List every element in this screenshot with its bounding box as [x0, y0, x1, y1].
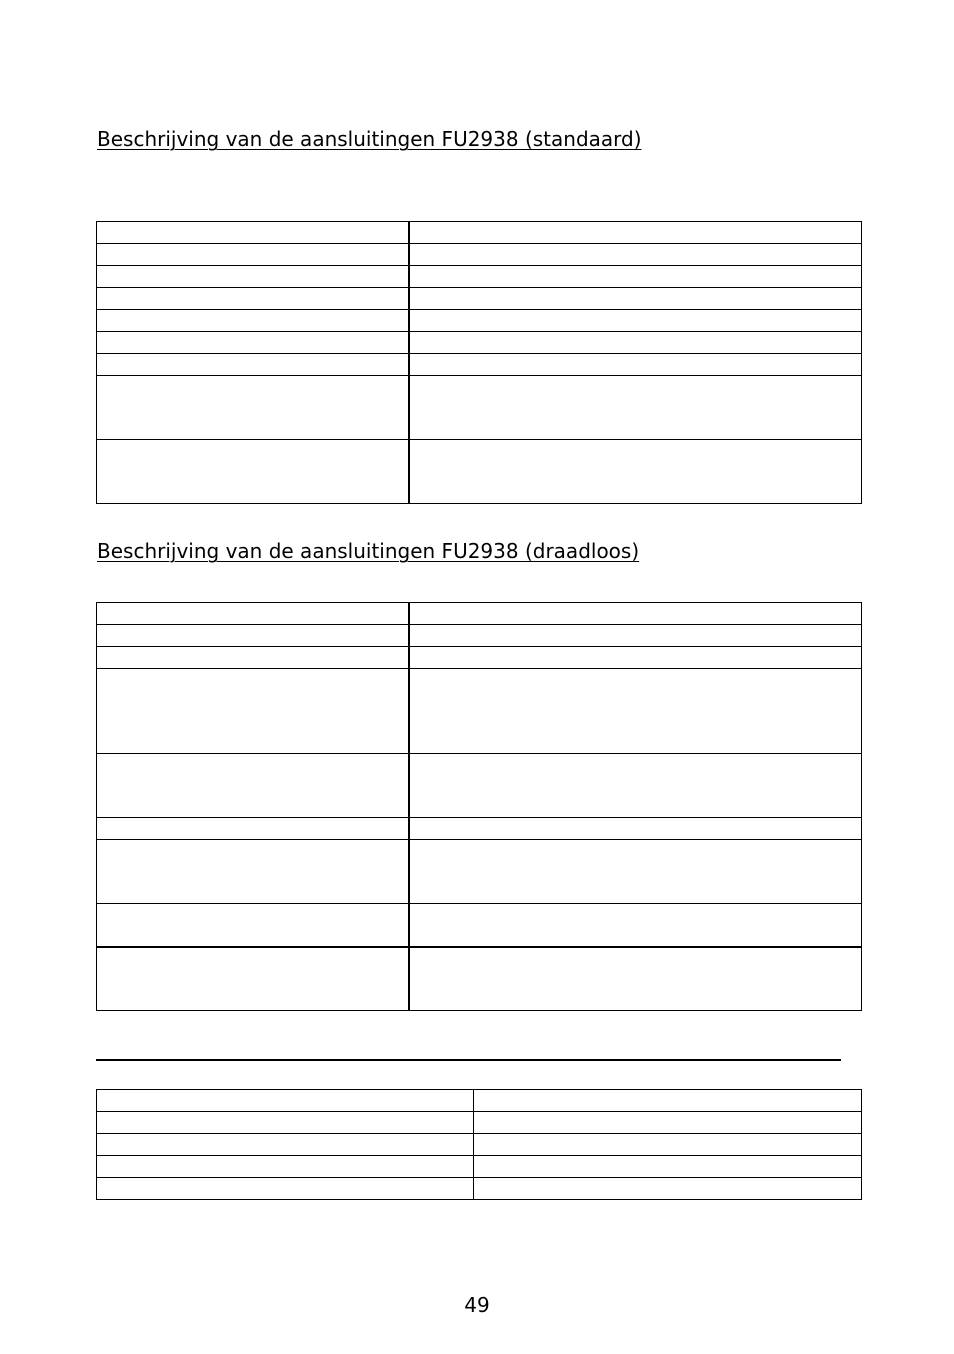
table-cell	[409, 440, 862, 504]
section-divider	[96, 1059, 841, 1061]
table-row	[97, 625, 862, 647]
table-cell	[97, 244, 409, 266]
table-cell	[97, 1090, 474, 1112]
table-cell	[474, 1178, 862, 1200]
table-cell	[409, 818, 862, 840]
table-row	[97, 1090, 862, 1112]
table-cell	[97, 754, 409, 818]
table-cell	[97, 332, 409, 354]
table-cell	[409, 288, 862, 310]
table-cell	[409, 647, 862, 669]
table-cell	[474, 1134, 862, 1156]
table-cell	[97, 376, 409, 440]
table-cell	[97, 840, 409, 904]
table-cell	[97, 669, 409, 754]
table-cell	[409, 266, 862, 288]
table-cell	[409, 354, 862, 376]
table-row	[97, 840, 862, 904]
table-cell	[409, 310, 862, 332]
table-cell	[97, 1156, 474, 1178]
table-row	[97, 376, 862, 440]
table-cell	[97, 818, 409, 840]
table-cell	[409, 244, 862, 266]
table-cell	[409, 625, 862, 647]
table-cell	[474, 1156, 862, 1178]
table-cell	[409, 603, 862, 625]
table-cell	[97, 266, 409, 288]
third-table	[96, 1089, 862, 1200]
table-cell	[474, 1090, 862, 1112]
table-row	[97, 310, 862, 332]
table-row	[97, 266, 862, 288]
table-cell	[97, 354, 409, 376]
page-number: 49	[464, 1293, 490, 1317]
table-cell	[409, 840, 862, 904]
table-row	[97, 754, 862, 818]
table-cell	[97, 603, 409, 625]
table-cell	[409, 947, 862, 1011]
table-cell	[409, 754, 862, 818]
table-row	[97, 603, 862, 625]
table-row	[97, 244, 862, 266]
heading-standard-connections: Beschrijving van de aansluitingen FU2938 (standaard)	[97, 127, 642, 151]
heading-wireless-connections: Beschrijving van de aansluitingen FU2938 (draadloos)	[97, 539, 640, 563]
table-row	[97, 440, 862, 504]
table-cell	[97, 310, 409, 332]
table-cell	[97, 625, 409, 647]
table-row	[97, 332, 862, 354]
table-cell	[409, 332, 862, 354]
table-cell	[474, 1112, 862, 1134]
table-row	[97, 222, 862, 244]
table-cell	[97, 440, 409, 504]
table-cell	[97, 222, 409, 244]
table-cell	[97, 904, 409, 947]
table-row	[97, 947, 862, 1011]
table-cell	[97, 947, 409, 1011]
table-row	[97, 1112, 862, 1134]
table-cell	[409, 222, 862, 244]
wireless-connections-table	[96, 602, 862, 1011]
standard-connections-table	[96, 221, 862, 504]
table-cell	[97, 288, 409, 310]
table-cell	[97, 1178, 474, 1200]
table-cell	[97, 1134, 474, 1156]
table-row	[97, 818, 862, 840]
table-row	[97, 354, 862, 376]
table-cell	[97, 1112, 474, 1134]
table-cell	[409, 376, 862, 440]
table-cell	[409, 904, 862, 947]
table-row	[97, 1156, 862, 1178]
table-cell	[97, 647, 409, 669]
table-row	[97, 1134, 862, 1156]
table-row	[97, 669, 862, 754]
table-row	[97, 647, 862, 669]
table-row	[97, 904, 862, 947]
table-cell	[409, 669, 862, 754]
table-row	[97, 288, 862, 310]
table-row	[97, 1178, 862, 1200]
